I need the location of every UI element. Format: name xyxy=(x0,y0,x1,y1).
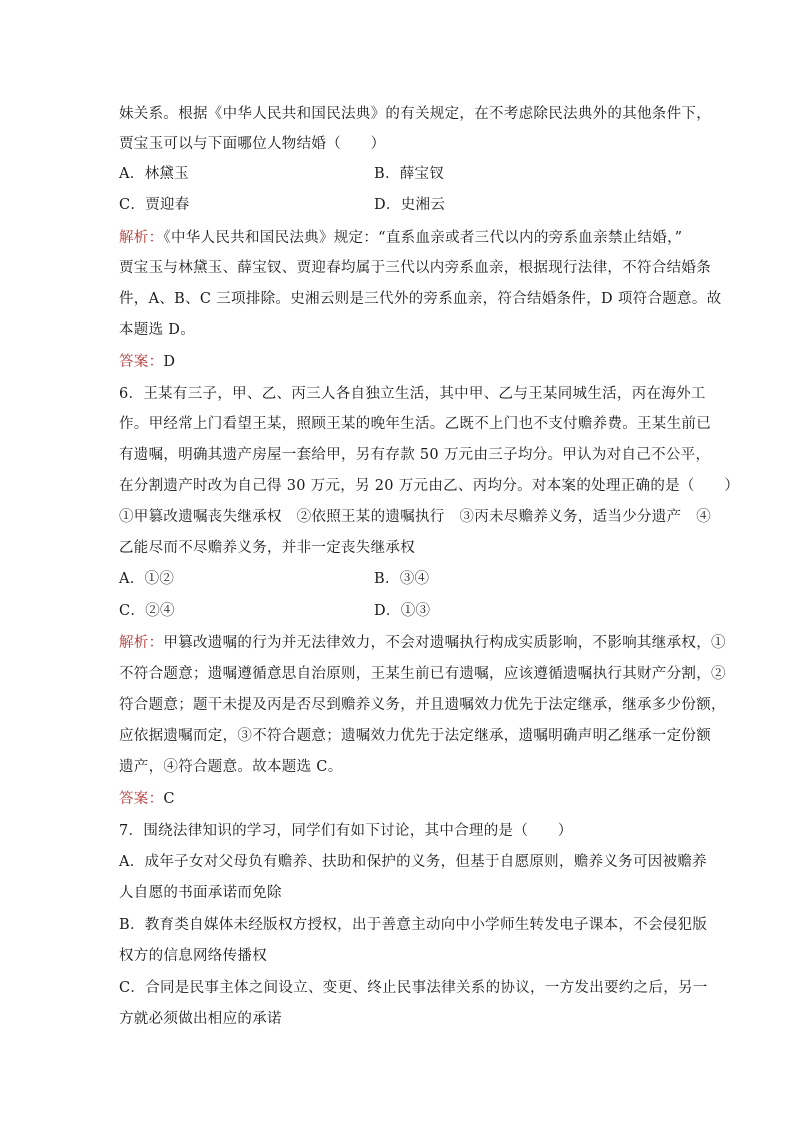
q6-stem-line-4: 在分割遗产时改为自己得 30 万元，另 20 万元由乙、丙均分。对本案的处理正确的是（ ） xyxy=(119,478,740,494)
q6-analysis-line-3: 符合题意；题干未提及丙是否尽到赡养义务，并且遗嘱效力优先于法定继承，继承多少份额， xyxy=(119,697,726,713)
q5-stem-line-1: 妹关系。根据《中华人民共和国民法典》的有关规定，在不考虑除民法典外的其他条件下， xyxy=(119,106,711,122)
q6-stem-line-3: 有遗嘱，明确其遗产房屋一套给甲，另有存款 50 万元由三子均分。甲认为对自己不公平， xyxy=(119,447,711,463)
q5-analysis-label: 解析： xyxy=(119,230,164,246)
q5-option-c: C．贾迎春 xyxy=(119,197,190,213)
q6-answer-label: 答案： xyxy=(119,791,164,807)
q7-option-c-line-2: 方就必须做出相应的承诺 xyxy=(119,1011,282,1027)
q6-stem-line-2: 作。甲经常上门看望王某，照顾王某的晚年生活。乙既不上门也不支付赡养费。王某生前已 xyxy=(119,416,711,432)
q6-analysis-line-5: 遗产，④符合题意。故本题选 C。 xyxy=(119,759,343,775)
q5-stem-line-2: 贾宝玉可以与下面哪位人物结婚（ ） xyxy=(119,136,386,152)
q6-stem-line-6: 乙能尽而不尽赡养义务，并非一定丧失继承权 xyxy=(119,540,415,556)
q6-stem-line-5: ①甲篡改遗嘱丧失继承权 ②依照王某的遗嘱执行 ③丙未尽赡养义务，适当少分遗产 ④ xyxy=(119,509,711,525)
q7-option-b-line-2: 权方的信息网络传播权 xyxy=(119,948,267,964)
q6-analysis-line-2: 不符合题意；遗嘱遵循意思自治原则，王某生前已有遗嘱，应该遵循遗嘱执行其财产分割，② xyxy=(119,666,726,682)
q7-option-a-line-2: 人自愿的书面承诺而免除 xyxy=(119,885,282,901)
q5-answer-value: D xyxy=(163,354,176,370)
q7-option-a-line-1: A．成年子女对父母负有赡养、扶助和保护的义务，但基于自愿原则，赡养义务可因被赡养 xyxy=(119,854,707,870)
q6-option-d: D．①③ xyxy=(374,603,431,619)
q6-analysis-text: 甲篡改遗嘱的行为并无法律效力，不会对遗嘱执行构成实质影响，不影响其继承权，① xyxy=(163,635,726,651)
q5-option-b: B．薛宝钗 xyxy=(374,166,445,182)
q6-option-c: C．②④ xyxy=(119,603,175,619)
q6-answer-line xyxy=(119,789,175,809)
q6-analysis-label: 解析： xyxy=(119,635,164,651)
q6-option-a: A．①② xyxy=(119,571,175,587)
q5-option-a: A．林黛玉 xyxy=(119,166,189,182)
q5-analysis-text: 《中华人民共和国民法典》规定：“直系血亲或者三代以内的旁系血亲禁止结婚，” xyxy=(163,230,683,246)
q7-option-b-line-1: B．教育类自媒体未经版权方授权，出于善意主动向中小学师生转发电子课本，不会侵犯版 xyxy=(119,917,708,933)
q7-option-c-line-1: C．合同是民事主体之间设立、变更、终止民事法律关系的协议，一方发出要约之后，另一 xyxy=(119,980,708,996)
q6-analysis-line-4: 应依据遗嘱而定，③不符合题意；遗嘱效力优先于法定继承，遗嘱明确声明乙继承一定份额 xyxy=(119,728,711,744)
q5-analysis-line-3: 件，A、B、C 三项排除。史湘云则是三代外的旁系血亲，符合结婚条件，D 项符合题意。故 xyxy=(119,291,722,307)
q6-analysis-line-1 xyxy=(119,633,726,653)
q5-analysis-line-4: 本题选 D。 xyxy=(119,322,196,338)
q6-option-b: B．③④ xyxy=(374,571,430,587)
q5-answer-line xyxy=(119,352,175,372)
q5-analysis-line-1 xyxy=(119,228,682,248)
q5-answer-label: 答案： xyxy=(119,354,164,370)
q6-answer-value: C xyxy=(163,791,175,807)
q6-stem-line-1: 6．王某有三子，甲、乙、丙三人各自独立生活，其中甲、乙与王某同城生活，丙在海外工 xyxy=(119,386,706,402)
q5-option-d: D．史湘云 xyxy=(374,197,446,213)
q5-analysis-line-2: 贾宝玉与林黛玉、薛宝钗、贾迎春均属于三代以内旁系血亲，根据现行法律，不符合结婚条 xyxy=(119,260,711,276)
q7-stem: 7．围绕法律知识的学习，同学们有如下讨论，其中合理的是（ ） xyxy=(119,823,573,839)
